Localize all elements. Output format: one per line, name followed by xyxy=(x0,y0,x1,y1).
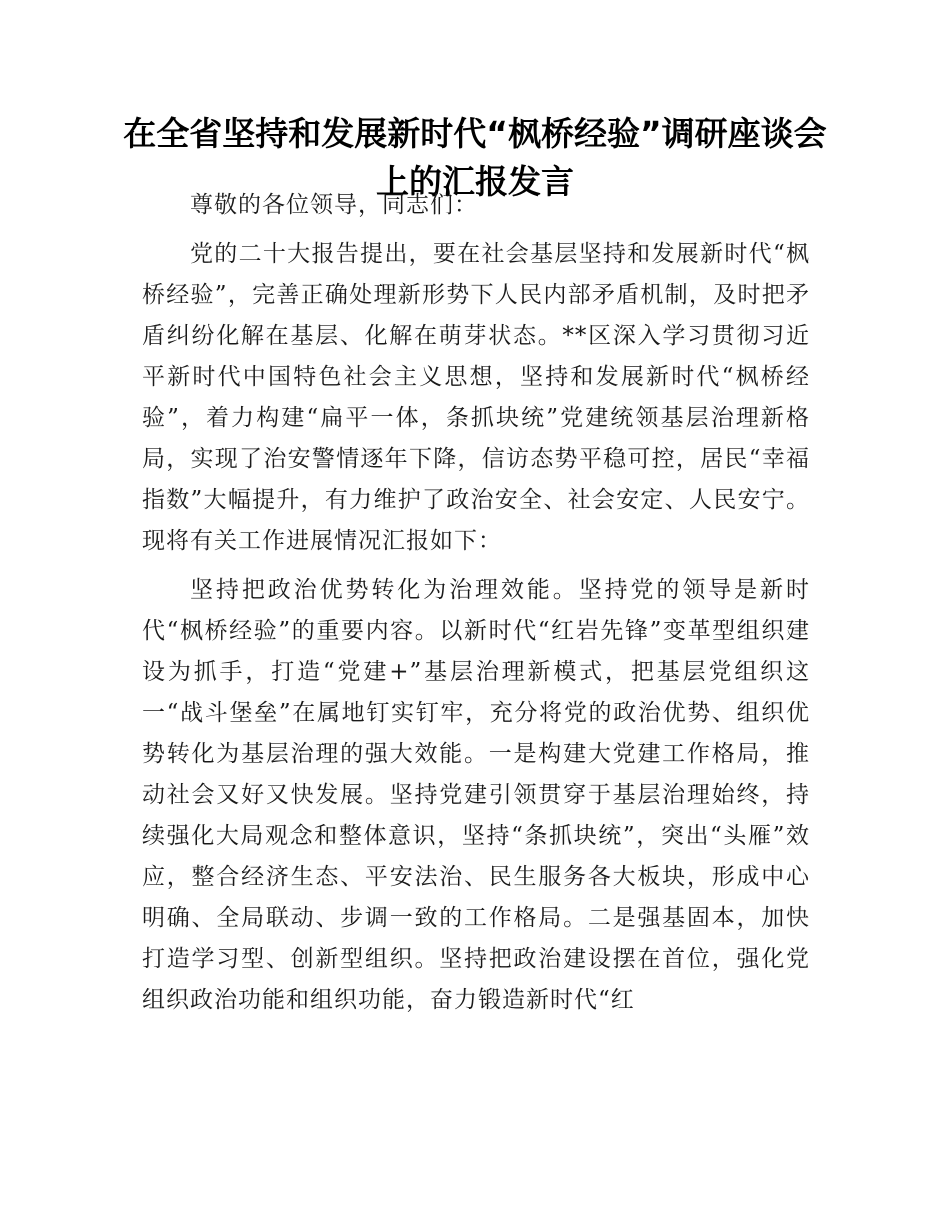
document-title: 在全省坚持和发展新时代“枫桥经验”调研座谈会上的汇报发言 xyxy=(123,114,827,201)
document-body xyxy=(142,185,810,1029)
paragraph-intro: 党的二十大报告提出，要在社会基层坚持和发展新时代“枫桥经验”，完善正确处理新形势下人民内部矛盾机制，及时把矛盾纠纷化解在基层、化解在萌芽状态。**区深入学习贯彻习近平新时代中国特色社会主义思想，坚持和发展新时代“枫桥经验”，着力构建“扁平一体，条抓块统”党建统领基层治理新格局，实现了治安警情逐年下降，信访态势平稳可控，居民“幸福指数”大幅提升，有力维护了政治安全、社会安定、人民安宁。现将有关工作进展情况汇报如下： xyxy=(142,241,810,554)
salutation: 尊敬的各位领导，同志们： xyxy=(190,192,478,218)
paragraph-political-advantage: 坚持把政治优势转化为治理效能。坚持党的领导是新时代“枫桥经验”的重要内容。以新时代“红岩先锋”变革型组织建设为抓手，打造“党建+”基层治理新模式，把基层党组织这一“战斗堡垒”在属地钉实钉牢，充分将党的政治优势、组织优势转化为基层治理的强大效能。一是构建大党建工作格局，推动社会又好又快发展。坚持党建引领贯穿于基层治理始终，持续强化大局观念和整体意识，坚持“条抓块统”，突出“头雁”效应，整合经济生态、平安法治、民生服务各大板块，形成中心明确、全局联动、步调一致的工作格局。二是强基固本，加快打造学习型、创新型组织。坚持把政治建设摆在首位，强化党组织政治功能和组织功能，奋力锻造新时代“红 xyxy=(142,577,810,1013)
